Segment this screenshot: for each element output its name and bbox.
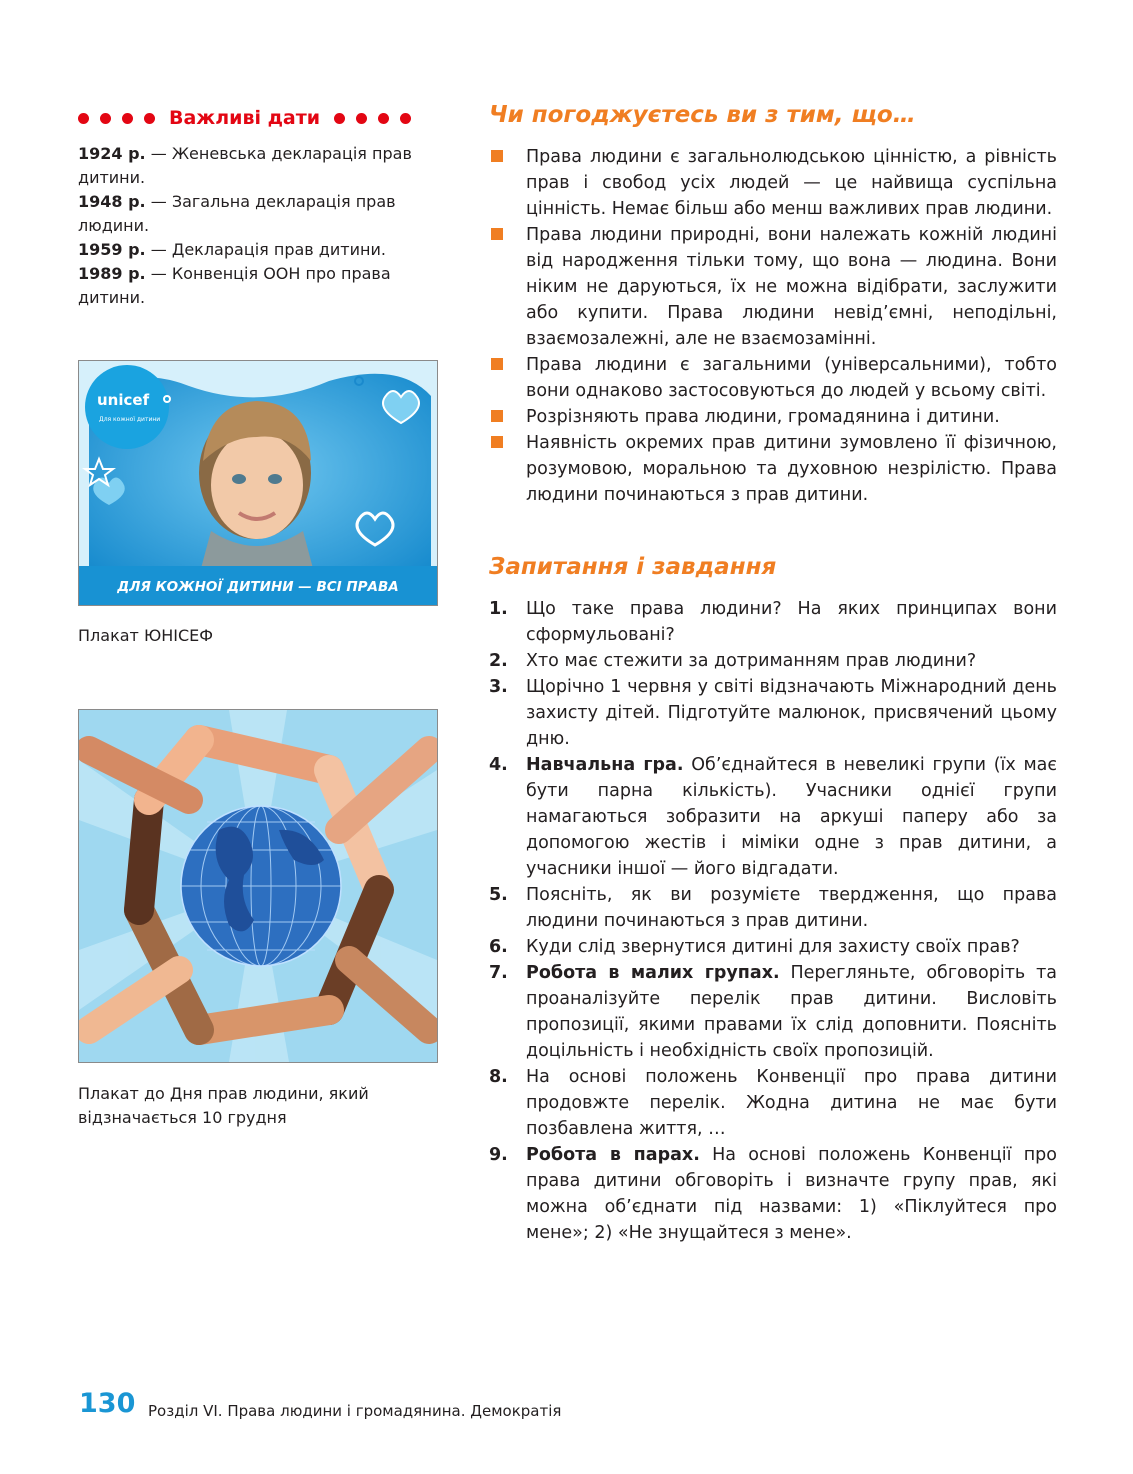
important-dates-header: [78, 104, 440, 132]
orange-square-bullet-icon: [491, 436, 503, 448]
question-item: 1. Що таке права людини? На яких принципах вони сформульовані?: [489, 599, 1057, 645]
question-item: 2. Хто має стежити за дотриманням прав людини?: [489, 651, 977, 671]
question-item: 4. Навчальна гра. Об’єднайтеся в невеликі групи (їх має бути парна кількість). Учасники однієї групи намагаються зобразити на аркуші паперу або за допомогою жестів і міміки одне з прав дитини, а учасники іншої — його відгадати.: [489, 755, 1057, 879]
red-dots-right: [334, 113, 411, 124]
question-item: 7. Робота в малих групах. Перегляньте, обговоріть та проаналізуйте перелік прав дитини. Висловіть пропозиції, якими правами їх слід доповнити. Поясніть доцільність і необхідність своїх пропозицій.: [489, 963, 1057, 1061]
important-dates-list: [78, 142, 440, 310]
unicef-poster-caption: Плакат ЮНІСЕФ: [78, 626, 214, 645]
agree-list-item: Права людини є загальними (універсальними), тобто вони однаково застосовуються до людей у всьому світі.: [489, 352, 1057, 404]
section-title: Розділ VI. Права людини і громадянина. Демократія: [148, 1402, 562, 1420]
questions-heading: Запитання і завдання: [489, 554, 777, 580]
question-item: 3. Щорічно 1 червня у світі відзначають Міжнародний день захисту дітей. Підготуйте малюнок, присвячений цьому дню.: [489, 677, 1057, 749]
unicef-logo-subtext: Для кожної дитини: [99, 416, 161, 423]
red-dots-left: [78, 113, 155, 124]
question-item: 5. Поясніть, як ви розумієте твердження, що права людини починаються з прав дитини.: [489, 885, 1057, 931]
unicef-logo-text: unicef: [97, 391, 150, 409]
human-rights-day-poster-image: [78, 709, 438, 1063]
agree-list: [489, 144, 1057, 508]
human-rights-day-poster-caption: Плакат до Дня прав людини, який відзначається 10 грудня: [78, 1084, 369, 1127]
agree-heading: Чи погоджуєтесь ви з тим, що…: [489, 102, 916, 128]
orange-square-bullet-icon: [491, 410, 503, 422]
date-item: 1959 р. — Декларація прав дитини.: [78, 240, 386, 259]
questions-list: [489, 596, 1057, 1246]
agree-list-item: Наявність окремих прав дитини зумовлено її фізичною, розумовою, моральною та духовною незрілістю. Права людини починаються з прав дитини.: [489, 430, 1057, 508]
agree-list-item: Права людини є загальнолюдською цінністю, а рівність прав і свобод усіх людей — це найвища суспільна цінність. Немає більш або менш важливих прав людини.: [489, 144, 1057, 222]
unicef-poster-image: [78, 360, 438, 606]
question-item: 6. Куди слід звернутися дитині для захисту своїх прав?: [489, 937, 1020, 957]
unicef-slogan: ДЛЯ КОЖНОЇ ДИТИНИ — ВСІ ПРАВА: [117, 579, 399, 595]
question-item: 8. На основі положень Конвенції про права дитини продовжте перелік. Жодна дитина не має бути позбавлена життя, …: [489, 1067, 1057, 1139]
agree-list-item: Права людини природні, вони належать кожній людині від народження тільки тому, що вона — людина. Вони ніким не даруються, їх не можна відібрати, заслужити або купити. Права людини невід’ємні, неподільні, взаємозалежні, але не взаємозамінні.: [489, 222, 1057, 352]
unicef-poster-illustration: [79, 361, 437, 605]
agree-list-item: Розрізняють права людини, громадянина і дитини.: [489, 404, 1057, 430]
important-dates-title: Важливі дати: [169, 107, 321, 129]
orange-square-bullet-icon: [491, 228, 503, 240]
orange-square-bullet-icon: [491, 150, 503, 162]
hands-globe-illustration: [79, 710, 437, 1062]
question-item: 9. Робота в парах. На основі положень Конвенції про права дитини обговоріть і визначте групу прав, які можна об’єднати під назвами: 1) «Піклуйтеся про мене»; 2) «Не знущайтеся з мене».: [489, 1145, 1057, 1243]
page-number: 130: [79, 1388, 136, 1419]
date-item: 1948 р. — Загальна декларація прав людини.: [78, 192, 396, 235]
date-item: 1989 р. — Конвенція ООН про права дитини.: [78, 264, 391, 307]
date-item: 1924 р. — Женевська декларація прав дитини.: [78, 144, 412, 187]
orange-square-bullet-icon: [491, 358, 503, 370]
